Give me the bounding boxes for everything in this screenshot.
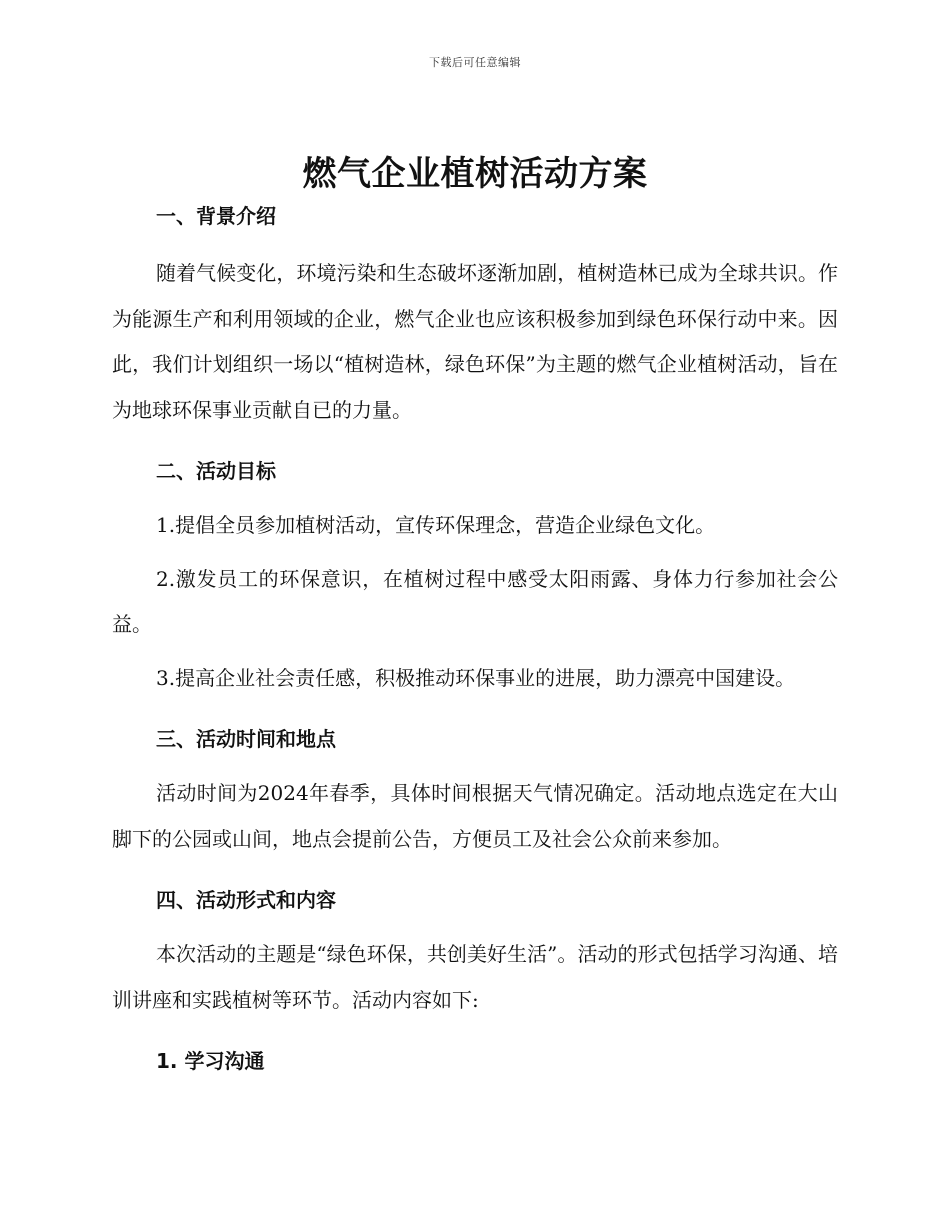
- document-title: 燃气企业植树活动方案: [302, 154, 648, 194]
- paragraph-goal-2: 2.激发员工的环保意识，在植树过程中感受太阳雨露、身体力行参加社会公益。: [112, 566, 838, 636]
- paragraph-goal-1: 1.提倡全员参加植树活动，宣传环保理念，营造企业绿色文化。: [156, 513, 716, 537]
- section-heading-goals: 二、活动目标: [156, 459, 276, 483]
- document-body: [112, 148, 838, 1075]
- header-note: 下载后可任意编辑: [429, 56, 521, 69]
- section-heading-form-content: 四、活动形式和内容: [156, 888, 336, 912]
- subsection-heading-study-exchange: 1. 学习沟通: [156, 1049, 265, 1073]
- paragraph-time-location: 活动时间为2024年春季，具体时间根据天气情况确定。活动地点选定在大山脚下的公园或山间，地点会提前公告，方便员工及社会公众前来参加。: [112, 781, 838, 851]
- section-heading-time-location: 三、活动时间和地点: [156, 727, 336, 751]
- section-heading-background: 一、背景介绍: [156, 204, 276, 228]
- paragraph-background: 随着气候变化，环境污染和生态破坏逐渐加剧，植树造林已成为全球共识。作为能源生产和利用领域的企业，燃气企业也应该积极参加到绿色环保行动中来。因此，我们计划组织一场以“植树造林，绿色环保”为主题的燃气企业植树活动，旨在为地球环保事业贡献自已的力量。: [112, 261, 838, 422]
- paragraph-form-content: 本次活动的主题是“绿色环保，共创美好生活”。活动的形式包括学习沟通、培训讲座和实践植树等环节。活动内容如下:: [112, 942, 838, 1012]
- paragraph-goal-3: 3.提高企业社会责任感，积极推动环保事业的进展，助力漂亮中国建设。: [156, 665, 796, 690]
